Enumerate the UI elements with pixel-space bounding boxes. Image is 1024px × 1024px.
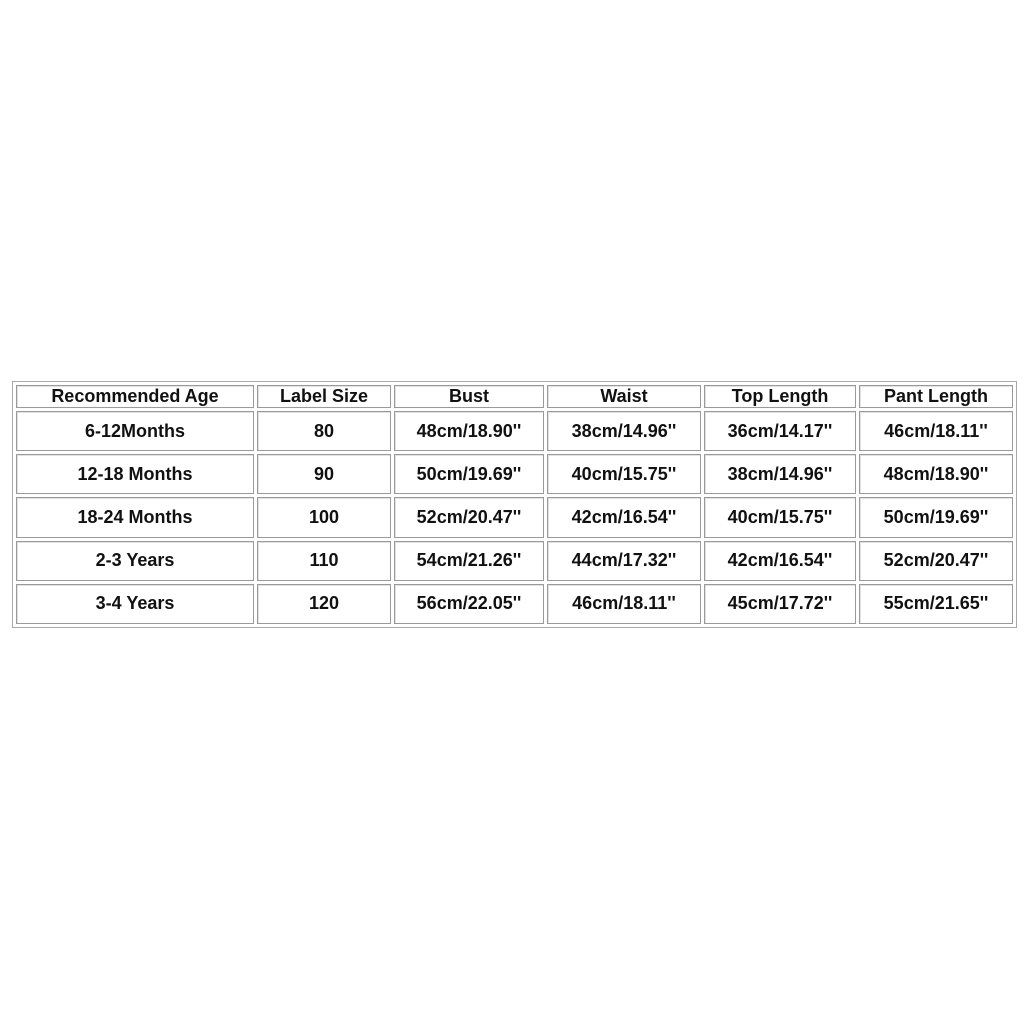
cell-recommended-age: 3-4 Years — [16, 584, 254, 624]
header-recommended-age: Recommended Age — [16, 385, 254, 408]
cell-top-length: 45cm/17.72'' — [704, 584, 856, 624]
cell-waist: 42cm/16.54'' — [547, 497, 701, 537]
cell-waist: 38cm/14.96'' — [547, 411, 701, 451]
table-row — [16, 411, 1013, 451]
cell-waist: 46cm/18.11'' — [547, 584, 701, 624]
cell-pant-length: 48cm/18.90'' — [859, 454, 1013, 494]
cell-top-length: 40cm/15.75'' — [704, 497, 856, 537]
cell-recommended-age: 18-24 Months — [16, 497, 254, 537]
cell-waist: 44cm/17.32'' — [547, 541, 701, 581]
cell-pant-length: 46cm/18.11'' — [859, 411, 1013, 451]
table-row — [16, 541, 1013, 581]
cell-label-size: 80 — [257, 411, 391, 451]
size-chart-table — [13, 382, 1016, 627]
cell-label-size: 110 — [257, 541, 391, 581]
cell-label-size: 120 — [257, 584, 391, 624]
cell-bust: 56cm/22.05'' — [394, 584, 544, 624]
cell-label-size: 100 — [257, 497, 391, 537]
header-pant-length: Pant Length — [859, 385, 1013, 408]
cell-top-length: 42cm/16.54'' — [704, 541, 856, 581]
cell-pant-length: 50cm/19.69'' — [859, 497, 1013, 537]
cell-bust: 52cm/20.47'' — [394, 497, 544, 537]
table-row — [16, 497, 1013, 537]
cell-recommended-age: 12-18 Months — [16, 454, 254, 494]
cell-top-length: 38cm/14.96'' — [704, 454, 856, 494]
cell-bust: 50cm/19.69'' — [394, 454, 544, 494]
header-waist: Waist — [547, 385, 701, 408]
cell-waist: 40cm/15.75'' — [547, 454, 701, 494]
table-row — [16, 584, 1013, 624]
header-label-size: Label Size — [257, 385, 391, 408]
cell-recommended-age: 6-12Months — [16, 411, 254, 451]
header-bust: Bust — [394, 385, 544, 408]
cell-pant-length: 55cm/21.65'' — [859, 584, 1013, 624]
cell-bust: 48cm/18.90'' — [394, 411, 544, 451]
header-top-length: Top Length — [704, 385, 856, 408]
table-row — [16, 454, 1013, 494]
cell-bust: 54cm/21.26'' — [394, 541, 544, 581]
size-chart — [12, 381, 1017, 628]
header-row — [16, 385, 1013, 408]
cell-top-length: 36cm/14.17'' — [704, 411, 856, 451]
cell-pant-length: 52cm/20.47'' — [859, 541, 1013, 581]
cell-recommended-age: 2-3 Years — [16, 541, 254, 581]
cell-label-size: 90 — [257, 454, 391, 494]
